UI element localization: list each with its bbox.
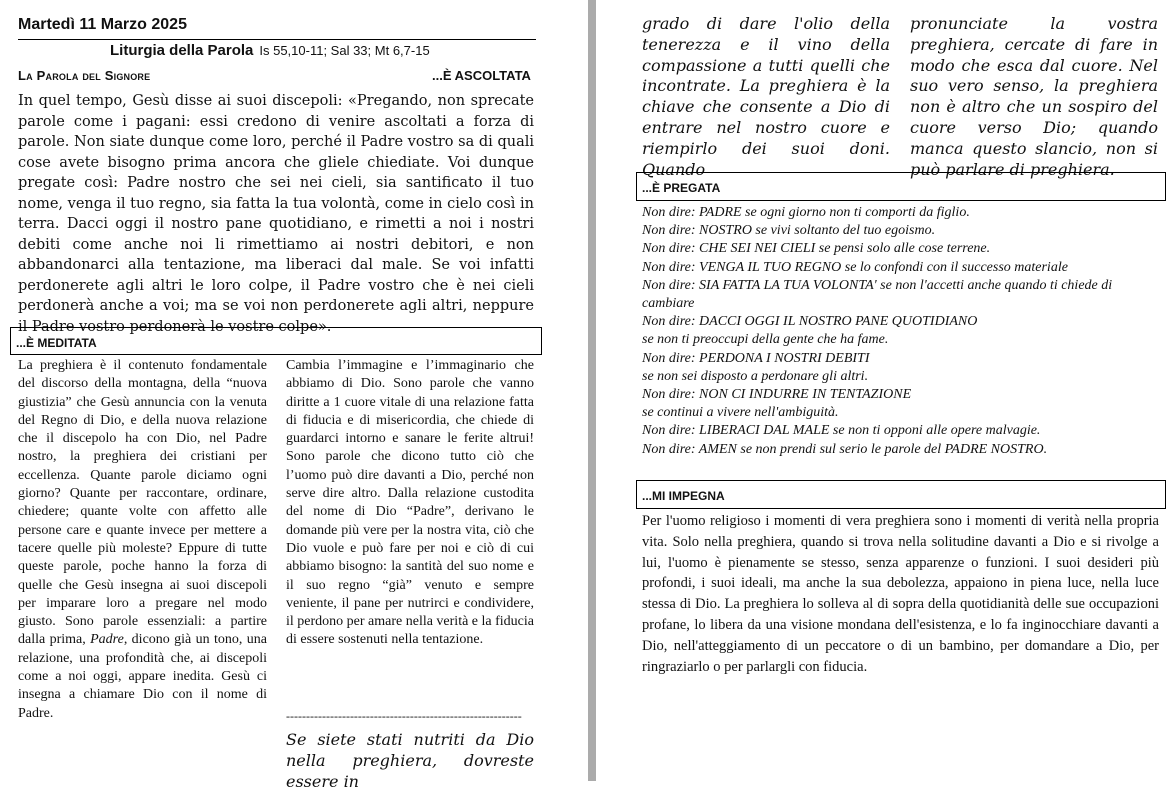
pregata-line: Non dire: LIBERACI DAL MALE se non ti opponi alle opere malvagie. <box>642 423 1041 439</box>
gospel-text: In quel tempo, Gesù disse ai suoi discepoli: «Pregando, non sprecate parole come i pagani: essi credono di venire ascoltati a forza di parole. Non siate dunque come loro, perché il Padre vostro sa di quali cose avete bisogno prima ancora che gliele chiediate. Voi dunque pregate così: Padre nostro che sei nei cieli, sia santificato il tuo nome, venga il tuo regno, sia fatta la tua volontà, come in cielo così in terra. Dacci oggi il nostro pane quotidiano, e rimetti a noi i nostri debiti come anche noi li rimettiamo ai nostri debitori, e non abbandonarci alla tentazione, ma liberaci dal male. Se voi infatti perdonerete agli altri le loro colpe, il Padre vostro che è nei cieli perdonerà anche a voi; ma se voi non perdonerete agli altri, neppure il Padre vostro perdonerà le vostre colpe». <box>18 93 534 335</box>
quote-start: Se siete stati nutriti da Dio nella preghiera, dovreste essere in <box>286 730 534 791</box>
impegna-text: Per l'uomo religioso i momenti di vera preghiera sono i momenti di verità nella propria vita. Solo nella preghiera, quando si trova nella solitudine davanti a Dio e si rivolge a lui, l'uomo è pienamente se stesso, senza apparenze o funzioni. I suoi desideri più profondi, i suoi ideali, ma anche la sua debolezza, appaiono in piena luce, nella luce stessa di Dio. La preghiera lo solleva al di sopra della quotidianità delle sue occupazioni profane, lo libera da una visione mondana dell'esistenza, e lo fa inginocchiare davanti a Dio, nell'atteggiamento di un peccatore o di un bambino, per domandare a Dio, per ringraziarlo o per parlargli con fiducia. <box>642 513 1159 675</box>
pregata-line: Non dire: NON CI INDURRE IN TENTAZIONE <box>642 387 912 403</box>
pregata-list <box>642 204 1152 459</box>
pregata-heading-box <box>636 172 1166 201</box>
pregata-line: se non sei disposto a perdonare gli altri. <box>642 368 869 384</box>
quote-column-1: grado di dare l'olio della tenerezza e il vino della compassione a tutti quelli che incontrate. La preghiera è la chiave che consente a Dio di entrare nel nostro cuore e riempirlo dei suoi doni. Quando <box>642 14 890 179</box>
section-word-title: La Parola del Signore <box>18 68 151 83</box>
pregata-heading: ...È PREGATA <box>642 181 721 195</box>
pregata-line: Non dire: PADRE se ogni giorno non ti comporti da figlio. <box>642 205 970 220</box>
liturgy-heading <box>110 42 430 59</box>
right-page <box>596 0 1174 781</box>
pregata-line: Non dire: NOSTRO se vivi soltanto del tuo egoismo. <box>642 223 936 239</box>
pregata-line: Non dire: AMEN se non prendi sul serio le parole del PADRE NOSTRO. <box>642 441 1048 457</box>
quote-column-2: pronunciate la vostra preghiera, cercate di fare in modo che esca dal cuore. Nel suo vero senso, la preghiera non è altro che un sospiro del cuore verso Dio; quando manca questo slancio, non si può parlare di preghiera. <box>910 14 1158 179</box>
pregata-line: Non dire: CHE SEI NEI CIELI se pensi solo alle cose terrene. <box>642 241 991 257</box>
readings-refs: Is 55,10-11; Sal 33; Mt 6,7-15 <box>259 43 430 58</box>
meditata-col1-a: La preghiera è il contenuto fondamentale del discorso della montagna, della “nuova giustizia” che Gesù annuncia con la venuta del Regno di Dio, e della nuova relazione che il discepolo ha con Dio, nel Padre nostro, la preghiera dei cristiani per eccellenza. Quante parole diciamo ogni giorno? Quante per raccontare, ordinare, chiedere; quante volte con affetto alle persone care e quante invece per mettere a tacere quelle più moleste? Eppure di tutte queste parole, poche hanno la forza di quelle che Gesù insegna ai suoi discepoli per imparare loro a pregare nel modo giusto. Sono parole essenziali: a partire dalla prima, <box>18 358 267 648</box>
pregata-line: se continui a vivere nell'ambiguità. <box>642 405 839 421</box>
meditata-col1-b: , dicono già un tono, una relazione, una profondità che, ai discepoli come a noi oggi, appare inedita. Gesù ci insegna a chiamare Dio con il nome di Padre. <box>18 632 267 721</box>
pregata-line: Non dire: PERDONA I NOSTRI DEBITI <box>642 350 870 366</box>
date-heading: Martedì 11 Marzo 2025 <box>18 16 187 33</box>
liturgy-title: Liturgia della Parola <box>110 42 254 59</box>
meditata-column-1 <box>18 357 267 723</box>
impegna-heading-box <box>636 480 1166 509</box>
pregata-line: Non dire: VENGA IL TUO REGNO se lo confondi con il successo materiale <box>642 259 1068 275</box>
pregata-line: se non ti preoccupi della gente che ha fame. <box>642 332 889 348</box>
pregata-line: Non dire: DACCI OGGI IL NOSTRO PANE QUOTIDIANO <box>642 314 978 330</box>
meditata-column-2: Cambia l’immagine e l’immaginario che abbiamo di Dio. Sono parole che vanno diritte a 1 cuore vitale di una relazione fatta di fiducia e di misericordia, che chiede di guardarci intorno e sanare le ferite altrui! Sono parole che dicono tutto ciò che l’uomo può dire davanti a Dio, perché non serve dire altro. Dalla relazione custodita del nome di Dio “Padre”, derivano le domande più vere per la nostra vita, ciò che Dio vuole e può fare per noi e ciò di cui abbiamo bisogno: la santità del suo nome e il suo regno “già” venuto e sempre veniente, il pane per nutrirci e condividere, il perdono per amare nella verità e la fiducia di essere sostenuti nella tentazione. <box>286 358 534 648</box>
impegna-heading: ...MI IMPEGNA <box>642 489 725 503</box>
header-rule <box>18 39 536 40</box>
pregata-line: Non dire: SIA FATTA LA TUA VOLONTA' se non l'accetti anche quando ti chiede di cambiare <box>642 277 1113 312</box>
meditata-heading-box <box>10 327 542 355</box>
meditata-heading: ...È MEDITATA <box>16 336 97 350</box>
page-divider <box>588 0 596 781</box>
separator-dashes: ----------------------------------------------------------- <box>286 709 522 723</box>
section-listened-title: ...È ASCOLTATA <box>432 68 531 83</box>
meditata-col1-em: Padre <box>90 632 124 648</box>
